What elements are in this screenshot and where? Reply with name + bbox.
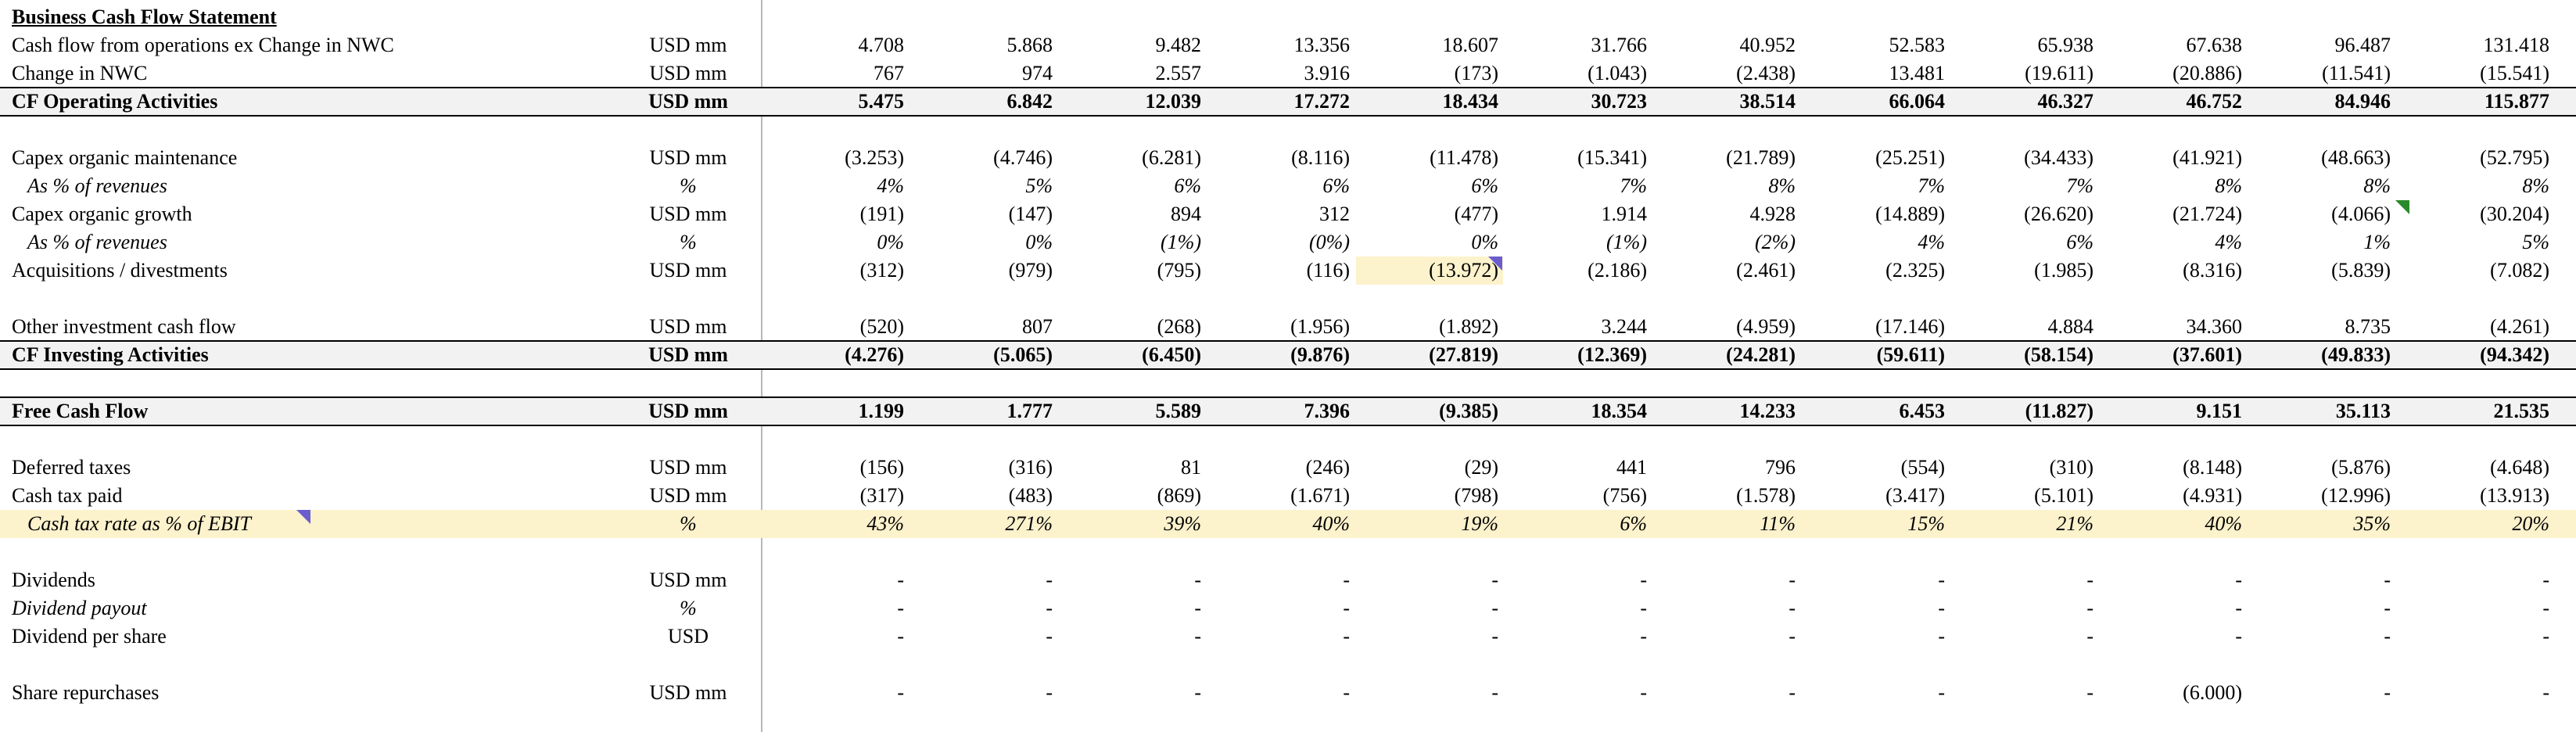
value-cell[interactable]: 4% [2215,231,2242,253]
value-cell[interactable]: 46.752 [2186,90,2242,113]
value-cell[interactable]: - [1938,681,1945,704]
value-cell[interactable]: 13.356 [1293,34,1350,56]
unit-cell[interactable]: % [680,174,697,197]
value-cell[interactable]: 35% [2353,512,2391,535]
row-dividend-payout [0,594,2576,623]
value-cell[interactable]: 9.151 [2196,400,2242,422]
value-cell[interactable]: - [1491,569,1498,591]
value-cell[interactable]: (2.325) [1885,259,1945,282]
value-cell[interactable]: - [1938,569,1945,591]
value-cell[interactable]: 796 [1765,456,1796,479]
value-cell[interactable]: - [1788,597,1796,619]
value-cell[interactable]: (5.839) [2331,259,2391,282]
value-cell[interactable]: (29) [1464,456,1498,479]
value-cell[interactable]: 6% [1471,174,1498,197]
value-cell[interactable]: (59.611) [1876,343,1945,366]
value-cell[interactable]: (6.281) [1142,146,1201,169]
value-cell[interactable]: (5.101) [2034,484,2093,507]
row-label[interactable]: Cash flow from operations ex Change in NWC [12,34,394,56]
value-cell[interactable]: - [2086,625,2093,648]
value-cell[interactable]: (6.450) [1142,343,1201,366]
unit-cell[interactable]: USD mm [649,203,727,225]
value-cell[interactable]: (4.931) [2183,484,2242,507]
value-cell[interactable]: - [1938,597,1945,619]
value-cell[interactable]: 3.244 [1601,315,1647,338]
value-cell[interactable]: - [2384,681,2391,704]
value-cell[interactable]: 1.199 [858,400,904,422]
value-cell[interactable]: (26.620) [2024,203,2093,225]
value-cell[interactable]: - [1343,569,1350,591]
row-change-nwc [0,59,2576,88]
value-cell[interactable]: 5.868 [1006,34,1053,56]
row-label[interactable]: CF Operating Activities [12,90,218,113]
value-cell[interactable]: 7% [1918,174,1945,197]
value-cell[interactable]: (15.541) [2480,62,2549,84]
row-cf-operating [0,88,2576,116]
border-bottom [0,368,2576,370]
value-cell[interactable]: 40.952 [1739,34,1796,56]
value-cell[interactable]: (24.281) [1726,343,1796,366]
value-cell[interactable]: (27.819) [1429,343,1498,366]
value-cell[interactable]: 1% [2363,231,2391,253]
value-cell[interactable]: (41.921) [2172,146,2242,169]
value-cell[interactable]: (4.648) [2490,456,2549,479]
unit-cell[interactable]: USD mm [649,681,727,704]
row-fcf [0,397,2576,425]
value-cell[interactable]: (11.827) [2025,400,2093,422]
value-cell[interactable]: 21% [2056,512,2093,535]
value-cell[interactable]: 6.453 [1899,400,1945,422]
value-cell[interactable]: 12.039 [1145,90,1201,113]
value-cell[interactable]: - [2542,597,2549,619]
value-cell[interactable]: (3.253) [845,146,904,169]
cell-comment-indicator-icon[interactable] [1488,257,1502,271]
value-cell[interactable]: 6% [1322,174,1350,197]
value-cell[interactable]: - [2235,625,2242,648]
row-capex-maint [0,144,2576,172]
border-top [0,396,2576,398]
value-cell[interactable]: - [1640,681,1647,704]
value-cell[interactable]: (13.972) [1429,259,1498,282]
value-cell[interactable]: 6% [1620,512,1647,535]
value-cell[interactable]: - [1046,569,1053,591]
value-cell[interactable]: - [1343,625,1350,648]
title-row [0,3,2576,31]
row-share-repurchases [0,679,2576,707]
value-cell[interactable]: (317) [859,484,904,507]
value-cell[interactable]: (94.342) [2480,343,2549,366]
value-cell[interactable]: (0%) [1309,231,1350,253]
value-cell[interactable]: 3.916 [1304,62,1350,84]
unit-cell[interactable]: USD mm [648,90,728,113]
value-cell[interactable]: (30.204) [2480,203,2549,225]
value-cell[interactable]: (2%) [1755,231,1796,253]
value-cell[interactable]: 14.233 [1739,400,1796,422]
value-cell[interactable]: 131.418 [2483,34,2549,56]
unit-cell[interactable]: % [680,512,697,535]
value-cell[interactable]: 6% [1174,174,1201,197]
value-cell[interactable]: (13.913) [2480,484,2549,507]
value-cell[interactable]: 21.535 [2493,400,2549,422]
row-label[interactable]: Cash tax paid [12,484,123,507]
row-label[interactable]: Dividend payout [12,597,147,619]
border-bottom [0,425,2576,426]
cell-comment-indicator-icon[interactable] [296,510,310,524]
value-cell[interactable]: 4.708 [858,34,904,56]
value-cell[interactable]: - [1194,625,1201,648]
value-cell[interactable]: 7% [1620,174,1647,197]
unit-cell[interactable]: USD mm [648,343,728,366]
value-cell[interactable]: 807 [1022,315,1053,338]
value-cell[interactable]: (477) [1454,203,1498,225]
value-cell[interactable]: (48.663) [2321,146,2391,169]
border-top [0,87,2576,88]
value-cell[interactable]: (310) [2049,456,2093,479]
value-cell[interactable]: (25.251) [1875,146,1945,169]
value-cell[interactable]: 5% [2522,231,2549,253]
unit-cell[interactable]: USD mm [649,569,727,591]
value-cell[interactable]: 18.434 [1442,90,1498,113]
value-cell[interactable]: (1.578) [1736,484,1796,507]
row-label[interactable]: Capex organic growth [12,203,192,225]
value-cell[interactable]: (795) [1157,259,1201,282]
value-cell[interactable]: (17.146) [1875,315,1945,338]
value-cell[interactable]: 81 [1181,456,1201,479]
value-cell[interactable]: (268) [1157,315,1201,338]
value-cell[interactable]: (2.461) [1736,259,1796,282]
value-cell[interactable]: 39% [1164,512,1201,535]
value-cell[interactable]: (554) [1900,456,1945,479]
value-cell[interactable]: - [2086,681,2093,704]
value-cell[interactable]: (7.082) [2490,259,2549,282]
value-cell[interactable]: - [1640,569,1647,591]
value-cell[interactable]: - [1491,681,1498,704]
value-cell[interactable]: (21.789) [1726,146,1796,169]
value-cell[interactable]: 84.946 [2334,90,2391,113]
value-cell[interactable]: - [1046,597,1053,619]
row-capex-growth [0,200,2576,228]
value-cell[interactable]: 40% [1312,512,1350,535]
value-cell[interactable]: (4.746) [993,146,1053,169]
row-dividend-per-share [0,623,2576,651]
value-cell[interactable]: (8.148) [2183,456,2242,479]
value-cell[interactable]: 5.475 [858,90,904,113]
value-cell[interactable]: (316) [1008,456,1053,479]
value-cell[interactable]: - [897,681,904,704]
value-cell[interactable]: - [1194,681,1201,704]
value-cell[interactable]: (15.341) [1577,146,1647,169]
value-cell[interactable]: 40% [2205,512,2242,535]
value-cell[interactable]: (11.478) [1430,146,1498,169]
row-label[interactable]: Share repurchases [12,681,160,704]
value-cell[interactable]: (21.724) [2172,203,2242,225]
value-cell[interactable]: - [1194,569,1201,591]
value-cell[interactable]: 43% [866,512,904,535]
value-cell[interactable]: (1.043) [1588,62,1647,84]
value-cell[interactable]: - [1938,625,1945,648]
row-label[interactable]: Deferred taxes [12,456,131,479]
row-cfo-ex-nwc [0,31,2576,59]
value-cell[interactable]: - [1343,597,1350,619]
value-cell[interactable]: 18.354 [1591,400,1647,422]
cell-comment-indicator-icon[interactable] [2395,200,2409,214]
value-cell[interactable]: 312 [1319,203,1350,225]
value-cell[interactable]: 8% [2215,174,2242,197]
value-cell[interactable]: (8.116) [1291,146,1350,169]
value-cell[interactable]: (5.065) [993,343,1053,366]
value-cell[interactable]: 18.607 [1442,34,1498,56]
row-label[interactable]: Free Cash Flow [12,400,149,422]
unit-cell[interactable]: % [680,231,697,253]
value-cell[interactable]: (979) [1008,259,1053,282]
value-cell[interactable]: - [2086,569,2093,591]
unit-cell[interactable]: USD mm [649,315,727,338]
value-cell[interactable]: 8.735 [2345,315,2391,338]
value-cell[interactable]: - [2384,597,2391,619]
value-cell[interactable]: (8.316) [2183,259,2242,282]
value-cell[interactable]: (191) [859,203,904,225]
value-cell[interactable]: 13.481 [1889,62,1945,84]
value-cell[interactable]: (147) [1008,203,1053,225]
value-cell[interactable]: (19.611) [2025,62,2093,84]
value-cell[interactable]: - [1640,597,1647,619]
value-cell[interactable]: 1.777 [1006,400,1053,422]
value-cell[interactable]: 0% [1471,231,1498,253]
value-cell[interactable]: - [2542,625,2549,648]
value-cell[interactable]: (1%) [1606,231,1647,253]
value-cell[interactable]: - [897,597,904,619]
value-cell[interactable]: 67.638 [2186,34,2242,56]
row-label[interactable]: Dividend per share [12,625,167,648]
row-label[interactable]: Other investment cash flow [12,315,236,338]
value-cell[interactable]: 4.884 [2047,315,2093,338]
value-cell[interactable]: (173) [1454,62,1498,84]
unit-cell[interactable]: USD [667,625,709,648]
value-cell[interactable]: 7% [2066,174,2093,197]
value-cell[interactable]: 15% [1907,512,1945,535]
value-cell[interactable]: 34.360 [2186,315,2242,338]
value-cell[interactable]: 4% [1918,231,1945,253]
value-cell[interactable]: - [1788,681,1796,704]
value-cell[interactable]: (246) [1305,456,1350,479]
value-cell[interactable]: 9.482 [1155,34,1201,56]
unit-cell[interactable]: USD mm [649,34,727,56]
value-cell[interactable]: 1.914 [1601,203,1647,225]
value-cell[interactable]: 19% [1461,512,1498,535]
value-cell[interactable]: 6.842 [1006,90,1053,113]
value-cell[interactable]: - [1788,569,1796,591]
unit-cell[interactable]: USD mm [649,259,727,282]
row-label[interactable]: Acquisitions / divestments [12,259,228,282]
value-cell[interactable]: (12.369) [1577,343,1647,366]
value-cell[interactable]: 17.272 [1293,90,1350,113]
value-cell[interactable]: (34.433) [2024,146,2093,169]
value-cell[interactable]: 8% [2522,174,2549,197]
value-cell[interactable]: (312) [859,259,904,282]
value-cell[interactable]: 38.514 [1739,90,1796,113]
value-cell[interactable]: (58.154) [2024,343,2093,366]
value-cell[interactable]: (5.876) [2331,456,2391,479]
value-cell[interactable]: (9.385) [1439,400,1498,422]
row-cf-investing [0,341,2576,369]
value-cell[interactable]: - [2542,569,2549,591]
value-cell[interactable]: 5% [1025,174,1053,197]
unit-cell[interactable]: USD mm [649,62,727,84]
value-cell[interactable]: 46.327 [2037,90,2093,113]
value-cell[interactable]: - [1491,597,1498,619]
value-cell[interactable]: - [2384,569,2391,591]
value-cell[interactable]: (4.066) [2331,203,2391,225]
row-cash-tax-rate [0,510,2576,538]
value-cell[interactable]: (520) [859,315,904,338]
value-cell[interactable]: (1.956) [1290,315,1350,338]
row-label[interactable]: As % of revenues [27,174,167,197]
value-cell[interactable]: 35.113 [2335,400,2391,422]
value-cell[interactable]: (6.000) [2183,681,2242,704]
value-cell[interactable]: (12.996) [2321,484,2391,507]
value-cell[interactable]: (2.438) [1736,62,1796,84]
value-cell[interactable]: 0% [1025,231,1053,253]
value-cell[interactable]: 30.723 [1591,90,1647,113]
value-cell[interactable]: - [1194,597,1201,619]
value-cell[interactable]: (156) [859,456,904,479]
value-cell[interactable]: (11.541) [2322,62,2391,84]
value-cell[interactable]: - [2384,625,2391,648]
value-cell[interactable]: (20.886) [2172,62,2242,84]
value-cell[interactable]: (1%) [1161,231,1201,253]
row-label[interactable]: Capex organic maintenance [12,146,238,169]
value-cell[interactable]: - [897,569,904,591]
value-cell[interactable]: (1.985) [2034,259,2093,282]
value-cell[interactable]: (49.833) [2321,343,2391,366]
value-cell[interactable]: (116) [1306,259,1350,282]
row-label[interactable]: As % of revenues [27,231,167,253]
value-cell[interactable]: 115.877 [2484,90,2549,113]
row-cash-tax-paid [0,482,2576,510]
value-cell[interactable]: - [1788,625,1796,648]
value-cell[interactable]: (14.889) [1875,203,1945,225]
unit-cell[interactable]: USD mm [649,484,727,507]
unit-cell[interactable]: % [680,597,697,619]
value-cell[interactable]: 5.589 [1155,400,1201,422]
sheet-title[interactable]: Business Cash Flow Statement [12,5,277,28]
row-label[interactable]: Cash tax rate as % of EBIT [27,512,251,535]
border-top [0,340,2576,342]
value-cell[interactable]: 31.766 [1591,34,1647,56]
row-acquisitions [0,257,2576,285]
value-cell[interactable]: - [1046,625,1053,648]
value-cell[interactable]: 66.064 [1889,90,1945,113]
value-cell[interactable]: 52.583 [1889,34,1945,56]
value-cell[interactable]: - [2086,597,2093,619]
value-cell[interactable]: (3.417) [1885,484,1945,507]
border-bottom [0,115,2576,117]
value-cell[interactable]: (4.276) [845,343,904,366]
row-label[interactable]: Dividends [12,569,95,591]
value-cell[interactable]: (798) [1454,484,1498,507]
value-cell[interactable]: 8% [1768,174,1796,197]
value-cell[interactable]: 8% [2363,174,2391,197]
value-cell[interactable]: - [1343,681,1350,704]
value-cell[interactable]: 441 [1616,456,1647,479]
row-other-invest [0,313,2576,341]
value-cell[interactable]: 4% [877,174,904,197]
value-cell[interactable]: (483) [1008,484,1053,507]
row-dividends [0,566,2576,594]
value-cell[interactable]: - [897,625,904,648]
value-cell[interactable]: 767 [874,62,904,84]
value-cell[interactable]: - [2235,597,2242,619]
value-cell[interactable]: (869) [1157,484,1201,507]
row-label[interactable]: CF Investing Activities [12,343,209,366]
value-cell[interactable]: 6% [2066,231,2093,253]
value-cell[interactable]: 271% [1005,512,1053,535]
value-cell[interactable]: (4.261) [2490,315,2549,338]
value-cell[interactable]: (2.186) [1588,259,1647,282]
value-cell[interactable]: 65.938 [2037,34,2093,56]
value-cell[interactable]: 11% [1760,512,1796,535]
value-cell[interactable]: (4.959) [1736,315,1796,338]
value-cell[interactable]: 96.487 [2334,34,2391,56]
value-cell[interactable]: - [2235,569,2242,591]
value-cell[interactable]: 20% [2512,512,2549,535]
value-cell[interactable]: - [2542,681,2549,704]
unit-cell[interactable]: USD mm [648,400,728,422]
value-cell[interactable]: (37.601) [2172,343,2242,366]
row-deferred-taxes [0,454,2576,482]
value-cell[interactable]: (52.795) [2480,146,2549,169]
value-cell[interactable]: (1.892) [1439,315,1498,338]
value-cell[interactable]: 0% [877,231,904,253]
row-capex-growth-pct [0,228,2576,257]
unit-cell[interactable]: USD mm [649,146,727,169]
value-cell[interactable]: 4.928 [1749,203,1796,225]
row-label[interactable]: Change in NWC [12,62,148,84]
value-cell[interactable]: 2.557 [1155,62,1201,84]
row-capex-maint-pct [0,172,2576,200]
value-cell[interactable]: - [1046,681,1053,704]
value-cell[interactable]: 7.396 [1304,400,1350,422]
value-cell[interactable]: (756) [1602,484,1647,507]
value-cell[interactable]: (9.876) [1290,343,1350,366]
value-cell[interactable]: (1.671) [1290,484,1350,507]
unit-cell[interactable]: USD mm [649,456,727,479]
value-cell[interactable]: 894 [1171,203,1201,225]
value-cell[interactable]: - [1640,625,1647,648]
value-cell[interactable]: 974 [1022,62,1053,84]
value-cell[interactable]: - [1491,625,1498,648]
